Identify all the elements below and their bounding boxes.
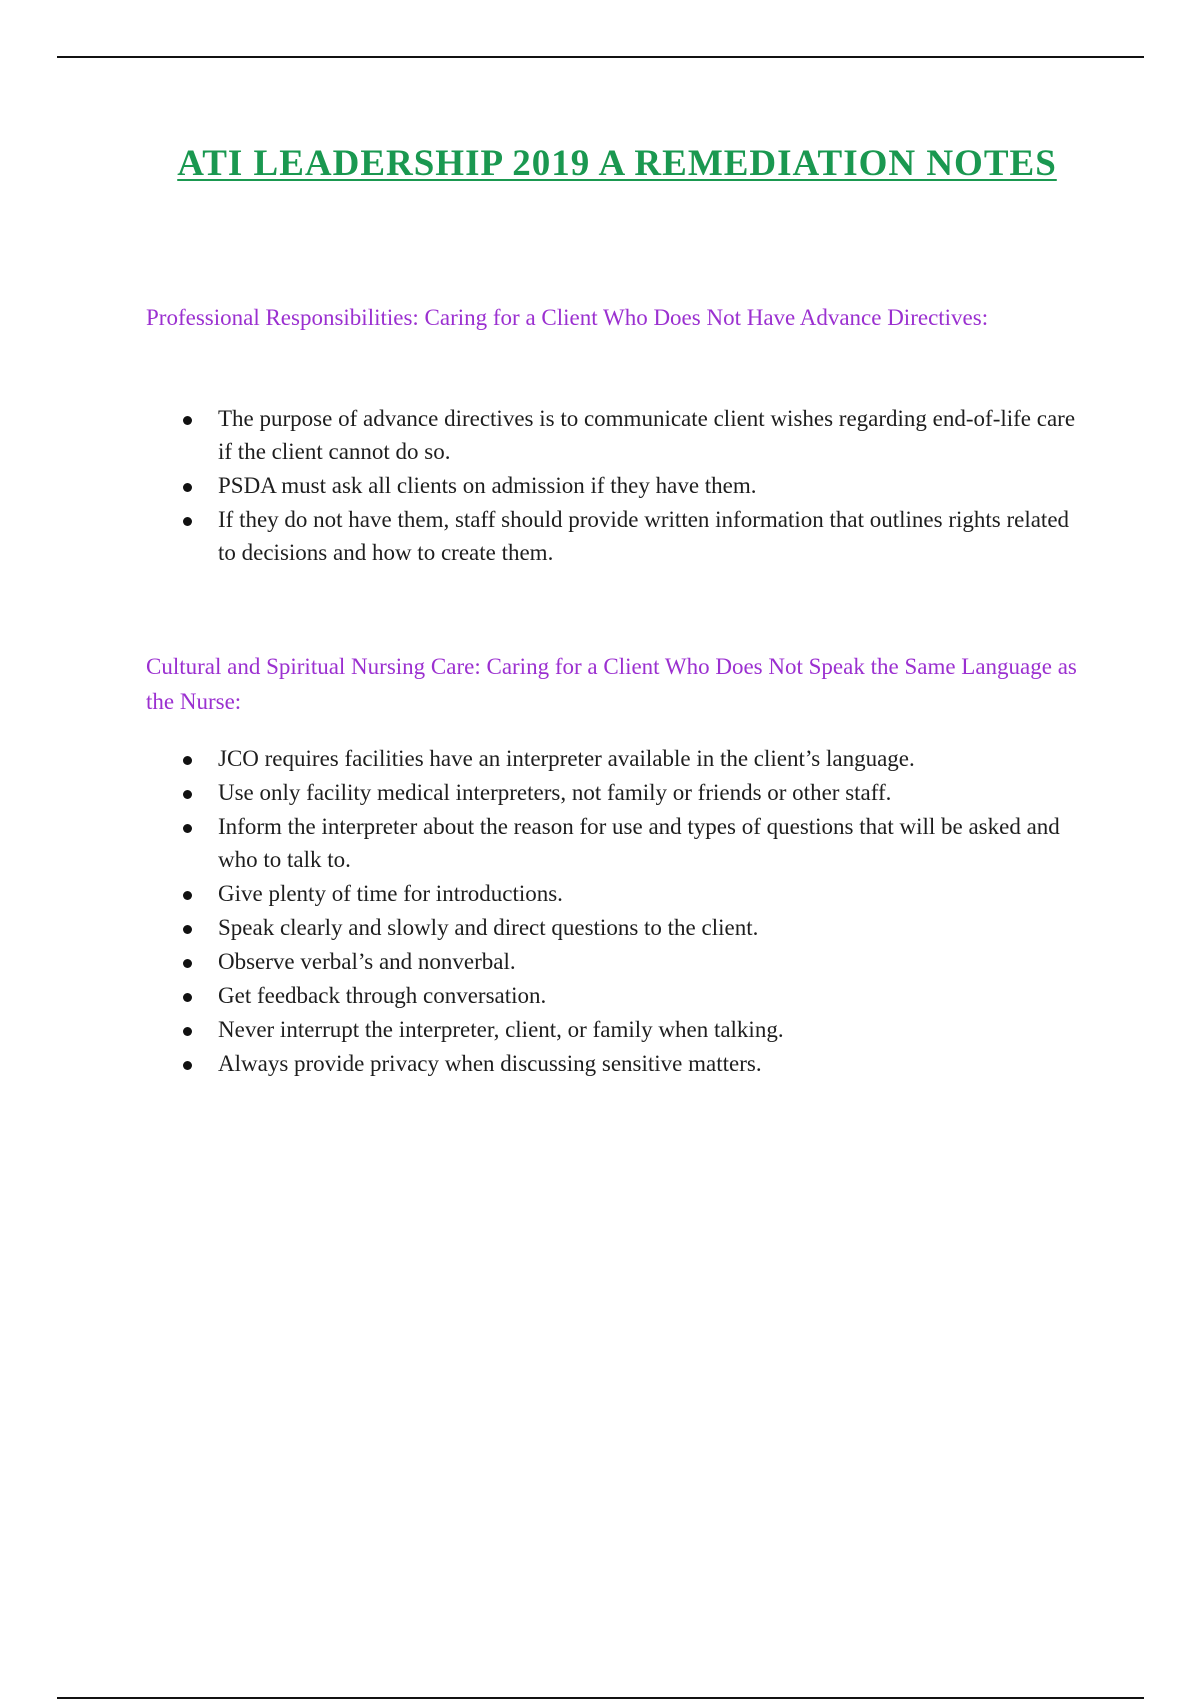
- advance-directives-list: [146, 402, 1086, 570]
- language-care-list: [146, 742, 1086, 1081]
- list-item: [146, 911, 1086, 944]
- list-item-text: Always provide privacy when discussing sensitive matters.: [218, 1051, 762, 1076]
- bullet-icon: [183, 790, 192, 799]
- bullet-icon: [183, 1027, 192, 1036]
- list-item-text: Observe verbal’s and nonverbal.: [218, 949, 516, 974]
- bullet-icon: [183, 517, 192, 526]
- list-item: [146, 945, 1086, 978]
- bullet-icon: [183, 483, 192, 492]
- list-item-text: Inform the interpreter about the reason for use and types of questions that will be asked and who to talk to.: [218, 814, 1060, 872]
- bullet-icon: [183, 925, 192, 934]
- list-item-text: Use only facility medical interpreters, not family or friends or other staff.: [218, 780, 892, 805]
- list-item: [146, 402, 1086, 468]
- top-rule: [57, 56, 1144, 58]
- list-item-text: Get feedback through conversation.: [218, 983, 547, 1008]
- section-heading-language: Cultural and Spiritual Nursing Care: Caring for a Client Who Does Not Speak the Same Language as the Nurse:: [146, 654, 1077, 714]
- list-item: [146, 469, 1086, 502]
- bullet-icon: [183, 891, 192, 900]
- bullet-icon: [183, 993, 192, 1002]
- document-title: [0, 142, 1200, 185]
- list-item: [146, 877, 1086, 910]
- document-title-text: ATI LEADERSHIP 2019 A REMEDIATION NOTES: [177, 143, 1057, 184]
- list-item: [146, 1047, 1086, 1080]
- list-item: [146, 776, 1086, 809]
- list-item-text: PSDA must ask all clients on admission if they have them.: [218, 473, 757, 498]
- list-item: [146, 979, 1086, 1012]
- bottom-rule: [57, 1697, 1144, 1699]
- bullet-icon: [183, 959, 192, 968]
- list-item-text: Speak clearly and slowly and direct questions to the client.: [218, 915, 759, 940]
- section-heading-advance-directives: Professional Responsibilities: Caring for a Client Who Does Not Have Advance Directives:: [146, 305, 989, 330]
- list-item: [146, 503, 1086, 569]
- bullet-icon: [183, 756, 192, 765]
- bullet-icon: [183, 824, 192, 833]
- list-item-text: The purpose of advance directives is to communicate client wishes regarding end-of-life care if the client cannot do so.: [218, 406, 1076, 464]
- list-item: [146, 810, 1086, 876]
- bullet-icon: [183, 416, 192, 425]
- list-item-text: JCO requires facilities have an interpreter available in the client’s language.: [218, 746, 915, 771]
- list-item: [146, 742, 1086, 775]
- bullet-icon: [183, 1061, 192, 1070]
- list-item-text: Never interrupt the interpreter, client, or family when talking.: [218, 1017, 784, 1042]
- list-item-text: Give plenty of time for introductions.: [218, 881, 563, 906]
- list-item-text: If they do not have them, staff should provide written information that outlines rights related to decisions and how to create them.: [218, 507, 1070, 565]
- list-item: [146, 1013, 1086, 1046]
